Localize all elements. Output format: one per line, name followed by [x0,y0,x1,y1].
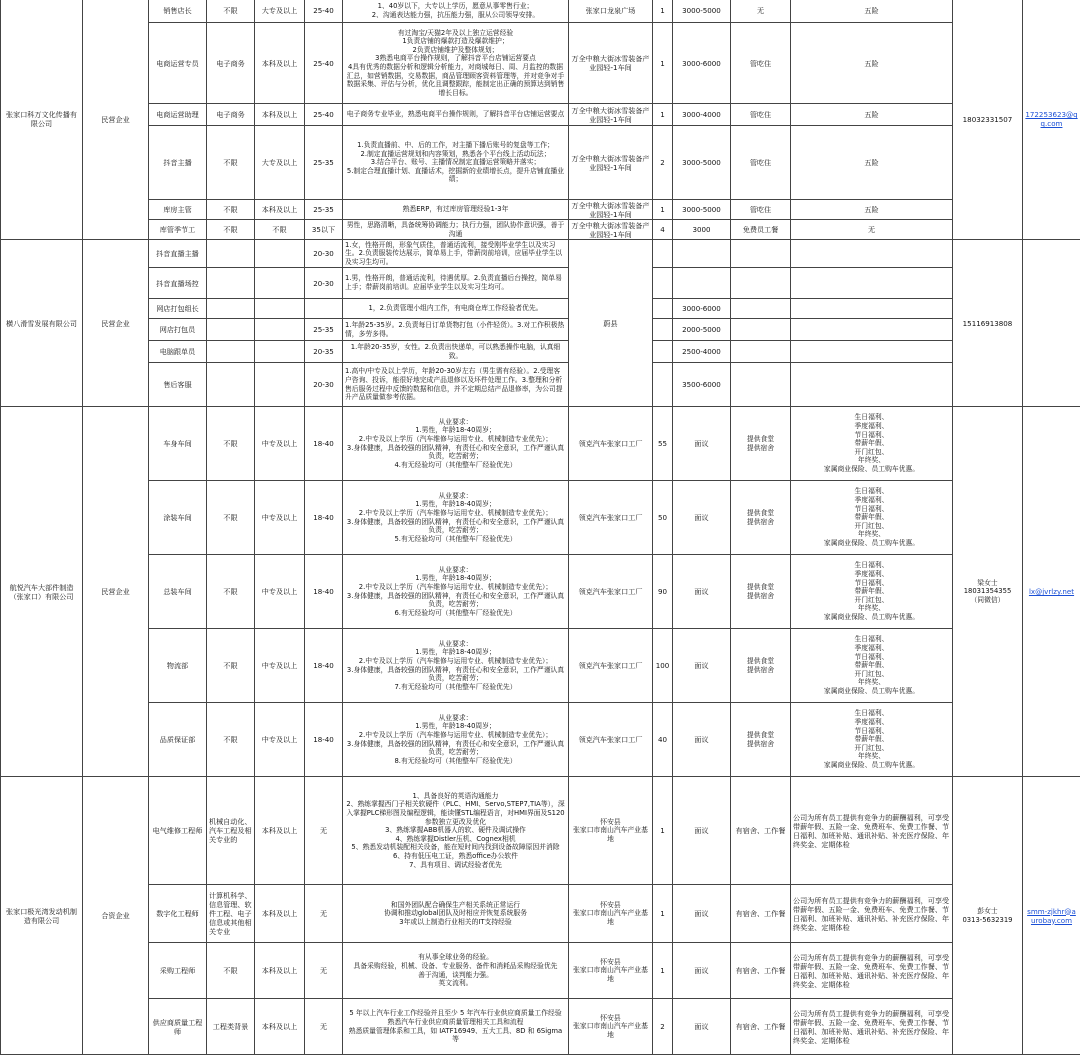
job-place: 张家口龙泉广场 [569,0,653,23]
job-salary: 3500-6000 [673,363,731,407]
job-edu: 中专及以上 [255,629,305,703]
table-row [1,268,1080,299]
job-title: 销售店长 [149,0,207,23]
job-major: 不限 [207,220,255,240]
job-requirement: 和国外团队配合确保生产相关系统正常运行 协调和推动global团队及时相应并恢复系统服务 3年或以上制造行业相关的IT支持经验 [343,885,569,943]
job-major: 计算机科学、信息管理、软件工程、电子信息或其他相关专业 [207,885,255,943]
job-salary: 3000-4000 [673,104,731,126]
job-place: 万全中粮大街冰雪装备产业园轻-1车间 [569,220,653,240]
job-count: 4 [653,220,673,240]
job-count: 2 [653,126,673,200]
job-requirement [343,555,569,629]
job-title: 涂装车间 [149,481,207,555]
job-count [653,363,673,407]
job-salary: 面议 [673,885,731,943]
job-count: 50 [653,481,673,555]
job-welfare: 五险 [791,104,953,126]
job-board: 有宿舍、工作餐 [731,777,791,885]
job-major [207,268,255,299]
job-age: 25-40 [305,0,343,23]
table-row [1,341,1080,363]
job-welfare: 公司为所有员工提供有竞争力的薪酬福利，可享受带薪年假、五险一金、免费班车、免费工作餐、节日福利、加班补贴、通讯补贴、补充医疗保险、年终奖金、定期体检 [791,943,953,999]
job-welfare: 无 [791,220,953,240]
job-salary: 面议 [673,999,731,1055]
job-major [207,240,255,268]
table-row [1,943,1080,999]
job-age: 18-40 [305,481,343,555]
job-edu: 大专及以上 [255,0,305,23]
job-edu: 本科及以上 [255,200,305,220]
job-board [731,363,791,407]
job-salary: 3000-5000 [673,126,731,200]
table-row [1,23,1080,104]
job-welfare [791,363,953,407]
table-row [1,481,1080,555]
job-age: 无 [305,999,343,1055]
job-edu [255,363,305,407]
job-title: 抖音主播 [149,126,207,200]
job-place: 万全中粮大街冰雪装备产业园轻-1车间 [569,23,653,104]
req-tail: 有无经验均可（其他整车厂经验优先） [401,757,517,765]
contact-phone: 0313-5632319 [962,916,1012,924]
table-row [1,703,1080,777]
job-requirement [343,703,569,777]
job-major: 不限 [207,555,255,629]
job-welfare: 五险 [791,0,953,23]
job-title: 电气维修工程师 [149,777,207,885]
job-welfare: 公司为所有员工提供有竞争力的薪酬福利，可享受带薪年假、五险一金、免费班车、免费工作餐、节日福利、加班补贴、通讯补贴、补充医疗保险、年终奖金、定期体检 [791,777,953,885]
company-type: 合资企业 [83,777,149,1055]
table-row [1,240,1080,268]
table-row [1,363,1080,407]
job-count: 90 [653,555,673,629]
job-salary: 面议 [673,777,731,885]
job-welfare: 生日福利、 季度福利、 节日福利、 带薪年假、 开门红包、 年终奖、 家属商业保险、员工购车优惠。 [791,555,953,629]
job-board: 提供食堂 提供宿舍 [731,481,791,555]
job-title: 品质保证部 [149,703,207,777]
job-age: 25-35 [305,319,343,341]
job-welfare: 生日福利、 季度福利、 节日福利、 带薪年假、 开门红包、 年终奖、 家属商业保险、员工购车优惠。 [791,629,953,703]
job-board: 有宿舍、工作餐 [731,943,791,999]
job-salary: 面议 [673,703,731,777]
job-age [305,299,343,319]
job-title: 抖音直播场控 [149,268,207,299]
contact-person: 彭女士 [977,907,997,915]
contact-person: 梁女士 [977,579,997,587]
job-title: 物流部 [149,629,207,703]
job-age: 无 [305,943,343,999]
company-name: 张家口科万文化传播有限公司 [1,0,83,240]
contact-email[interactable]: smm-zjkhr@aurobay.com [1023,777,1080,1055]
job-count [653,240,673,268]
job-major [207,341,255,363]
job-board: 提供食堂 提供宿舍 [731,555,791,629]
job-requirement [343,481,569,555]
contact-phone: 18032331507 [953,0,1023,240]
table-row [1,777,1080,885]
job-count: 1 [653,0,673,23]
job-place: 怀安县 张家口市南山汽车产业基地 [569,777,653,885]
job-edu: 本科及以上 [255,23,305,104]
job-welfare: 公司为所有员工提供有竞争力的薪酬福利，可享受带薪年假、五险一金、免费班车、免费工作餐、节日福利、加班补贴、通讯补贴、补充医疗保险、年终奖金、定期体检 [791,885,953,943]
job-title: 网店打包员 [149,319,207,341]
job-count [653,319,673,341]
job-welfare [791,299,953,319]
table-row [1,555,1080,629]
job-salary [673,240,731,268]
job-place: 怀安县 张家口市南山汽车产业基地 [569,999,653,1055]
job-major [207,363,255,407]
job-place: 怀安县 张家口市南山汽车产业基地 [569,885,653,943]
table-row [1,299,1080,319]
job-welfare: 生日福利、 季度福利、 节日福利、 带薪年假、 开门红包、 年终奖、 家属商业保险、员工购车优惠。 [791,407,953,481]
job-requirement: 1，2.负责管理小组内工作，有电商仓库工作经验者优先。 [343,299,569,319]
job-requirement: 电子商务专业毕业，熟悉电商平台操作规则，了解抖音平台店铺运营要点 [343,104,569,126]
job-age: 20-30 [305,268,343,299]
job-age: 20-30 [305,363,343,407]
job-board: 有宿舍、工作餐 [731,885,791,943]
req-tail: 有无经验均可（其他整车厂经验优先） [401,535,517,543]
job-edu [255,299,305,319]
job-board [731,319,791,341]
job-requirement: 1、具备良好的英语沟通能力 2、熟练掌握西门子相关软硬件（PLC、HMI、Servo,STEP7,TIA等），深入掌握PLC梯形图及编程逻辑，能读懂STL编程语言，对HMI界面及S120参数独立更改及优化 3、熟练掌握ABB机器人的软、硬件及调试操作 4、熟练掌握Distler压机、Cognex相机 5、熟悉发动机装配相关设备，能在短时间内找到设备故障原因并消除 6、持有低压电工证，熟悉office办公软件 7、具有项目、调试经验者优先 [343,777,569,885]
job-edu [255,240,305,268]
job-age: 20-30 [305,240,343,268]
job-count: 1 [653,777,673,885]
job-count: 1 [653,943,673,999]
company-name: 张家口极光湾发动机制造有限公司 [1,777,83,1055]
job-board: 管吃住 [731,200,791,220]
job-requirement: 1.高中/中专及以上学历，年龄20-30岁左右（男生需有经验）。2.受理客户咨询、投诉，能很好地完成产品退修以及坏件处理工作。3.整理和分析售后服务过程中反馈的数据和信息，并不定期总结产品退修率，为公司提升产品质量做参考依据。 [343,363,569,407]
job-title: 车身车间 [149,407,207,481]
job-major: 不限 [207,407,255,481]
job-title: 库房主管 [149,200,207,220]
job-place: 万全中粮大街冰雪装备产业园轻-1车间 [569,200,653,220]
table-row [1,629,1080,703]
job-edu [255,268,305,299]
job-edu: 本科及以上 [255,777,305,885]
job-requirement [343,407,569,481]
contact-phone: 18031354355 [964,587,1012,595]
job-age: 25-40 [305,104,343,126]
job-salary: 3000-6000 [673,299,731,319]
job-place: 领克汽车张家口工厂 [569,703,653,777]
job-edu: 本科及以上 [255,885,305,943]
req-head: 从业要求： 1.男性，年龄18-40周岁； 2.中专及以上学历（汽车维修与运用专业、机械制造专业优先）； 3.身体健康，具备较强的团队精神，有责任心和安全意识，工作严谨认真负责，吃苦耐劳； [347,418,564,460]
job-age: 无 [305,777,343,885]
job-salary: 面议 [673,481,731,555]
job-board [731,299,791,319]
job-count: 1 [653,885,673,943]
job-salary: 面议 [673,555,731,629]
job-title: 网店打包组长 [149,299,207,319]
job-major [207,319,255,341]
job-major: 电子商务 [207,23,255,104]
job-place: 领克汽车张家口工厂 [569,555,653,629]
job-major: 不限 [207,126,255,200]
job-edu: 中专及以上 [255,481,305,555]
job-board: 有宿舍、工作餐 [731,999,791,1055]
req-tail: 有无经验均可（其他整车厂经验优先） [401,461,517,469]
job-salary: 面议 [673,943,731,999]
table-row [1,0,1080,23]
job-title: 电商运营专员 [149,23,207,104]
job-title: 抖音直播主播 [149,240,207,268]
job-major: 机械自动化、汽车工程及相关专业的 [207,777,255,885]
job-age: 35以下 [305,220,343,240]
job-place: 领克汽车张家口工厂 [569,629,653,703]
job-edu: 中专及以上 [255,555,305,629]
req-index: 7. [394,683,401,691]
job-requirement: 5 年以上汽车行业工作经验并且至少 5 年汽车行业供应商质量工作经验 熟悉汽车行业供应商质量管理相关工具和流程 熟悉质量管理体系和工具，如 IATF16949、五大工具、8D 和 6Sigma 等 [343,999,569,1055]
company-type: 民营企业 [83,407,149,777]
req-tail: 有无经验均可（其他整车厂经验优先） [401,683,517,691]
job-edu: 本科及以上 [255,999,305,1055]
job-welfare: 生日福利、 季度福利、 节日福利、 带薪年假、 开门红包、 年终奖、 家属商业保险、员工购车优惠。 [791,481,953,555]
job-major [207,299,255,319]
job-requirement: 1.年龄20-35岁，女性。2.负责出快递单，可以熟悉操作电脑，认真细致。 [343,341,569,363]
job-salary: 3000-5000 [673,200,731,220]
job-edu: 大专及以上 [255,126,305,200]
job-edu: 中专及以上 [255,703,305,777]
table-row [1,104,1080,126]
job-count: 1 [653,23,673,104]
job-age: 20-35 [305,341,343,363]
job-title: 总装车间 [149,555,207,629]
job-age: 无 [305,885,343,943]
job-board: 无 [731,0,791,23]
job-requirement: 1、40岁以下，大专以上学历，愿意从事零售行业； 2、沟通表达能力强，抗压能力强，服从公司领导安排。 [343,0,569,23]
job-board: 提供食堂 提供宿舍 [731,407,791,481]
req-index: 6. [394,609,401,617]
job-age: 18-40 [305,555,343,629]
company-name: 航悦汽车大部件制造（张家口）有限公司 [1,407,83,777]
table-row [1,407,1080,481]
job-age: 25-35 [305,200,343,220]
job-salary: 3000-6000 [673,23,731,104]
job-place: 万全中粮大街冰雪装备产业园轻-1车间 [569,104,653,126]
req-index: 4. [394,461,401,469]
job-requirement: 熟悉ERP，有过库房管理经验1-3年 [343,200,569,220]
company-name: 横八滑雪发展有限公司 [1,240,83,407]
table-row [1,319,1080,341]
contact-email [1023,240,1080,407]
job-salary: 面议 [673,407,731,481]
req-index: 8. [394,757,401,765]
req-head: 从业要求： 1.男性，年龄18-40周岁； 2.中专及以上学历（汽车维修与运用专业、机械制造专业优先）； 3.身体健康，具备较强的团队精神，有责任心和安全意识，工作严谨认真负责，吃苦耐劳； [347,640,564,682]
table-row [1,126,1080,200]
job-requirement: 1.年龄25-35岁。2.负责每日订单货物打包（小件轻货）。3.对工作积极热情，多劳多得。 [343,319,569,341]
job-major: 不限 [207,943,255,999]
job-board: 免费员工餐 [731,220,791,240]
job-edu: 本科及以上 [255,104,305,126]
job-board: 管吃住 [731,23,791,104]
job-requirement: 有从事全球业务的经验。 具备采购经验，机械、设备、专业服务、备件和消耗品采购经验优先 善于沟通，谈判能力强。 英文流利。 [343,943,569,999]
job-salary: 面议 [673,629,731,703]
job-count: 1 [653,104,673,126]
req-index: 5. [394,535,401,543]
job-salary: 3000-5000 [673,0,731,23]
job-major: 工程类背景 [207,999,255,1055]
job-requirement: 有过淘宝/天猫2年及以上独立运营经验 1负责店铺的爆款打造及爆款维护； 2负责店铺维护及整体规划； 3熟悉电商平台操作规则，了解抖音平台店铺运营要点 4具有优秀的数据分析和逻辑分析能力，对商城每日、周、月监控的数据汇总，如营销数据，交易数据，商品管理顾客资料管理等，并对竞争对手数据采集、评估与分析，优化且调整跟踪，能制定出正确的预算达到销售增长目标。 [343,23,569,104]
contact-phone: 15116913808 [953,240,1023,407]
job-count: 1 [653,200,673,220]
job-count [653,299,673,319]
job-major: 不限 [207,629,255,703]
table-row [1,200,1080,220]
contact-email[interactable]: 172253623@qq.com [1023,0,1080,240]
job-count: 100 [653,629,673,703]
job-edu: 本科及以上 [255,943,305,999]
contact-email[interactable]: lx@jvrlzy.net [1023,407,1080,777]
job-count [653,341,673,363]
table-row [1,220,1080,240]
job-count: 55 [653,407,673,481]
contact-cell [953,407,1023,777]
job-age: 18-40 [305,629,343,703]
job-welfare [791,268,953,299]
job-title: 电商运营助理 [149,104,207,126]
job-board [731,268,791,299]
job-title: 电脑跟单员 [149,341,207,363]
job-title: 售后客服 [149,363,207,407]
job-major: 不限 [207,200,255,220]
job-requirement: 男性，思路清晰，具备统筹协调能力；执行力强，团队协作意识强，善于沟通 [343,220,569,240]
job-salary: 2500-4000 [673,341,731,363]
job-welfare: 五险 [791,200,953,220]
job-place: 蔚县 [569,240,653,407]
job-board: 提供食堂 提供宿舍 [731,629,791,703]
company-type: 民营企业 [83,0,149,240]
job-age: 25-35 [305,126,343,200]
job-place: 领克汽车张家口工厂 [569,407,653,481]
job-title: 库管季节工 [149,220,207,240]
job-place: 怀安县 张家口市南山汽车产业基地 [569,943,653,999]
job-salary [673,268,731,299]
req-head: 从业要求： 1.男性，年龄18-40周岁； 2.中专及以上学历（汽车维修与运用专业、机械制造专业优先）； 3.身体健康，具备较强的团队精神，有责任心和安全意识，工作严谨认真负责，吃苦耐劳； [347,566,564,608]
job-age: 25-40 [305,23,343,104]
job-welfare [791,240,953,268]
job-edu [255,319,305,341]
req-head: 从业要求： 1.男性，年龄18-40周岁； 2.中专及以上学历（汽车维修与运用专业、机械制造专业优先）； 3.身体健康，具备较强的团队精神，有责任心和安全意识，工作严谨认真负责，吃苦耐劳； [347,714,564,756]
job-welfare [791,319,953,341]
job-edu: 不限 [255,220,305,240]
job-title: 数字化工程师 [149,885,207,943]
job-requirement: 1.女，性格开朗，形象气质佳，普通话流利，接受刚毕业学生以及实习生。2.负责服装传达展示，简单易上手，带薪岗前培训，应届毕业学生以及实习生均可。 [343,240,569,268]
job-board: 提供食堂 提供宿舍 [731,703,791,777]
job-board: 管吃住 [731,104,791,126]
job-board: 管吃住 [731,126,791,200]
job-major: 电子商务 [207,104,255,126]
job-count: 40 [653,703,673,777]
company-type: 民营企业 [83,240,149,407]
job-major: 不限 [207,0,255,23]
job-welfare: 公司为所有员工提供有竞争力的薪酬福利，可享受带薪年假、五险一金、免费班车、免费工作餐、节日福利、加班补贴、通讯补贴、补充医疗保险、年终奖金、定期体检 [791,999,953,1055]
job-place: 领克汽车张家口工厂 [569,481,653,555]
job-welfare: 五险 [791,126,953,200]
job-board [731,240,791,268]
job-place: 万全中粮大街冰雪装备产业园轻-1车间 [569,126,653,200]
job-age: 18-40 [305,407,343,481]
job-edu [255,341,305,363]
job-major: 不限 [207,481,255,555]
job-count: 2 [653,999,673,1055]
job-welfare: 生日福利、 季度福利、 节日福利、 带薪年假、 开门红包、 年终奖、 家属商业保险、员工购车优惠。 [791,703,953,777]
contact-cell [953,777,1023,1055]
job-salary: 2000-5000 [673,319,731,341]
job-title: 供应商质量工程师 [149,999,207,1055]
job-title: 采购工程师 [149,943,207,999]
job-welfare [791,341,953,363]
job-major: 不限 [207,703,255,777]
job-board [731,341,791,363]
job-requirement: 1.男，性格开朗，普通话流利，待遇优厚。2.负责直播后台操控，简单易上手；带薪岗前培训。应届毕业学生以及实习生均可。 [343,268,569,299]
job-requirement: 1.负责直播前、中、后的工作，对主播下播后账号的复盘等工作； 2.制定直播运营规划和内容策划，熟悉各个平台线上活动玩法； 3.结合平台、账号、主播情况制定直播运营策略并落实； 5.制定合理直播计划、直播话术，挖掘新的业绩增长点，提升店铺直播业绩； [343,126,569,200]
job-requirement [343,629,569,703]
req-tail: 有无经验均可（其他整车厂经验优先） [401,609,517,617]
job-count [653,268,673,299]
job-salary: 3000 [673,220,731,240]
job-edu: 中专及以上 [255,407,305,481]
table-row [1,885,1080,943]
contact-note: （同微信） [971,596,1005,604]
job-age: 18-40 [305,703,343,777]
req-head: 从业要求： 1.男性，年龄18-40周岁； 2.中专及以上学历（汽车维修与运用专业、机械制造专业优先）； 3.身体健康，具备较强的团队精神，有责任心和安全意识，工作严谨认真负责，吃苦耐劳； [347,492,564,534]
table-row [1,999,1080,1055]
job-welfare: 五险 [791,23,953,104]
